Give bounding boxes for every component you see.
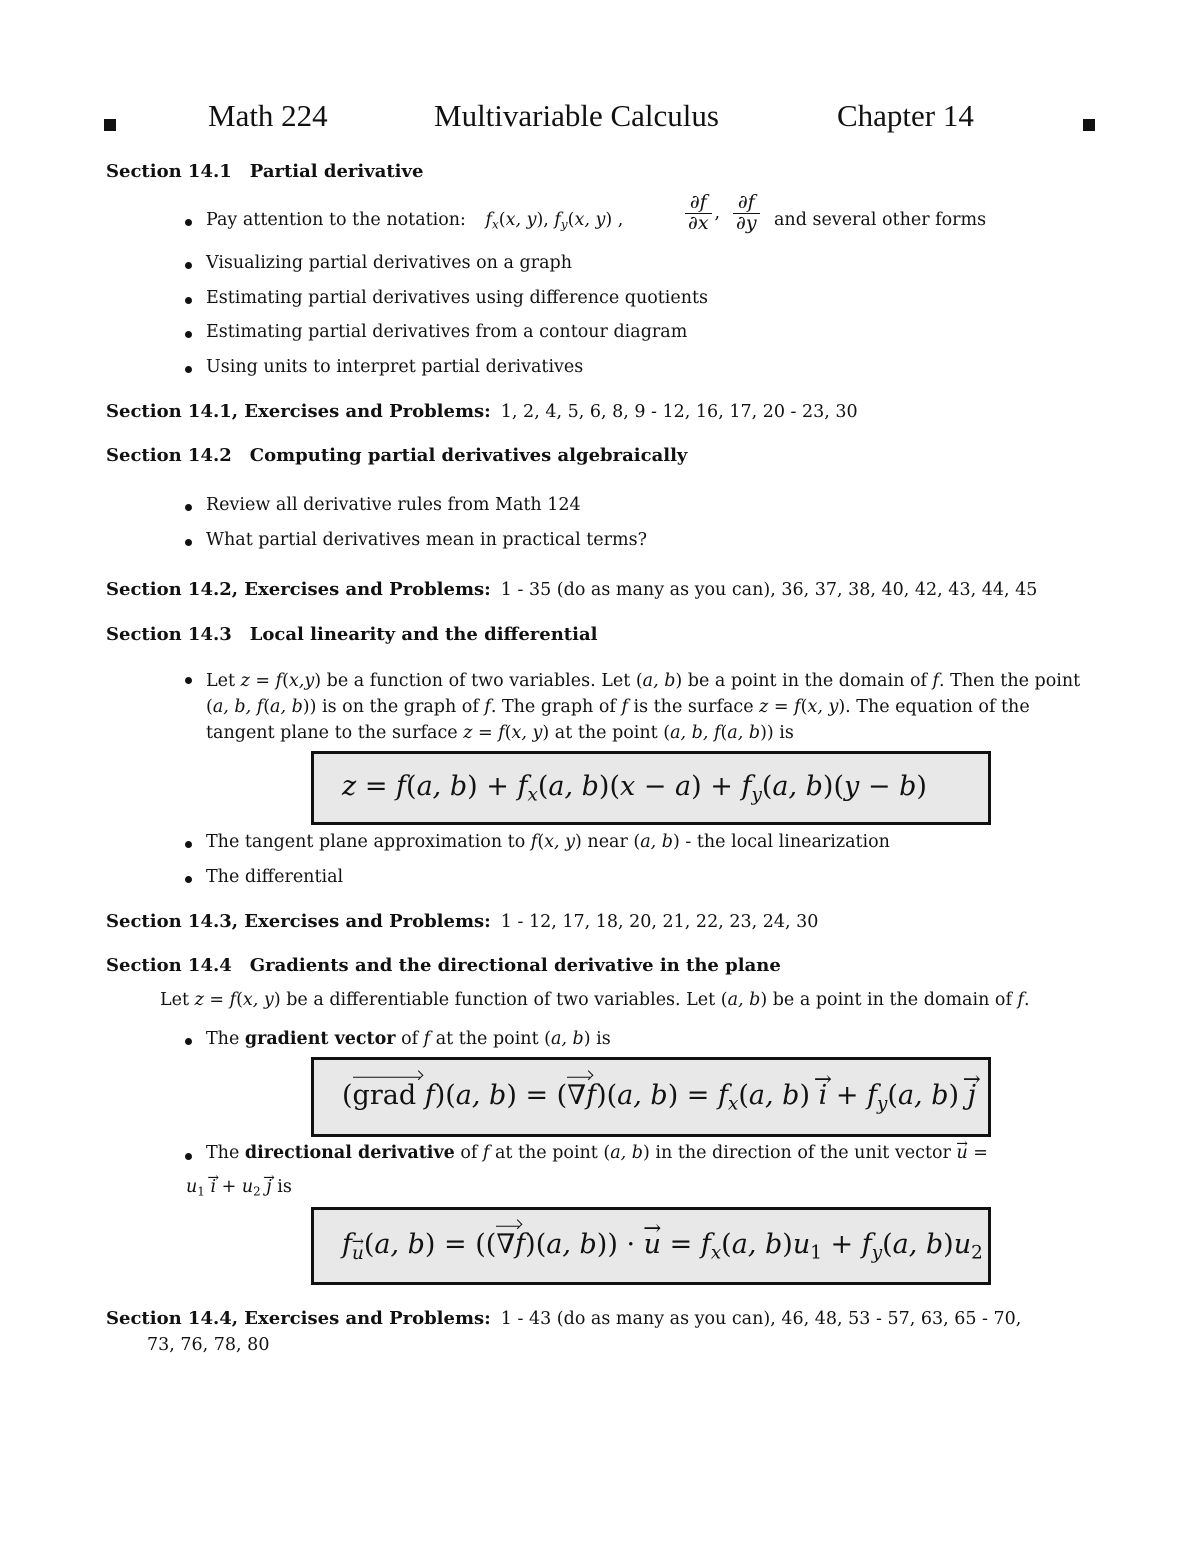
section-14-4-heading: [106, 955, 781, 976]
section-number: Section 14.1: [106, 161, 232, 182]
bullet-practical-terms: [186, 530, 647, 550]
paragraph-text: The directional derivative of f at the point (a, b) in the direction of the unit vector u → = $u_1$ i → + $u_2$ j → is: [206, 1136, 1094, 1209]
section-title: Local linearity and the differential: [249, 624, 598, 645]
chapter-label: Chapter 14: [837, 98, 974, 133]
exercises-14-3: [106, 911, 818, 932]
partial-fraction-y: $\frac{\partial f}{\partial y}$: [730, 193, 763, 234]
bullet-text: The tangent plane approximation to: [206, 832, 526, 852]
bullet-gradient-vector: The gradient vector of f at the point (a, b) is: [186, 1029, 611, 1049]
tangent-plane-equation-box: [311, 751, 991, 825]
bullet-difference-quotients: [186, 288, 708, 308]
bullet-review-rules: [186, 495, 581, 515]
bullet-visualizing: [186, 253, 572, 273]
exercises-14-4-continued: 73, 76, 78, 80: [147, 1335, 270, 1355]
section-14-3-heading: [106, 624, 597, 645]
bullet-text-end: - the local linearization: [685, 832, 890, 852]
exercises-label: Section 14.2, Exercises and Problems:: [106, 579, 491, 600]
exercises-label: Section 14.1, Exercises and Problems:: [106, 401, 491, 422]
bullet-tangent-plane-setup: [186, 668, 1094, 746]
section-number: Section 14.4: [106, 955, 232, 976]
bullet-text: Pay attention to the notation:: [206, 210, 466, 230]
section-title: Computing partial derivatives algebraically: [249, 445, 688, 466]
bullet-units: [186, 357, 583, 377]
exercises-list: 1 - 43 (do as many as you can), 46, 48, 53 - 57, 63, 65 - 70,: [500, 1309, 1022, 1329]
bullet-text-near: near: [587, 832, 628, 852]
exercises-list: 1 - 35 (do as many as you can), 36, 37, 38, 40, 42, 43, 44, 45: [500, 580, 1038, 600]
section-number: Section 14.3: [106, 624, 232, 645]
exercises-14-1: [106, 401, 858, 422]
tangent-plane-formula: z = f(a, $b) + f_x(a$, $b)(x - a) + f_y(a$, b)(y − b): [342, 770, 927, 806]
notation-suffix: and several other forms: [774, 210, 987, 230]
course-number: Math 224: [208, 98, 328, 133]
gradient-intro: Let z = f(x, y) be a differentiable function of two variables. Let (a, b) be a point in the domain of f.: [160, 990, 1030, 1010]
gradient-formula: (grad f)(a, b) = (∇f)(a, $b) = f_x(a$, b) i → + $f_y(a$, b) j →: [342, 1080, 976, 1115]
exercises-14-4: [106, 1308, 1021, 1329]
bullet-text: The differential: [206, 867, 344, 887]
course-title: Multivariable Calculus: [434, 98, 719, 133]
header-square-right: [1083, 119, 1095, 131]
bullet-tangent-approx: The tangent plane approximation to f(x, y) near (a, b) - the local linearization: [186, 832, 890, 852]
bullet-text: Visualizing partial derivatives on a graph: [206, 253, 572, 273]
section-number: Section 14.2: [106, 445, 232, 466]
page-header: [100, 98, 1100, 142]
exercises-list: 1, 2, 4, 5, 6, 8, 9 - 12, 16, 17, 20 - 23, 30: [500, 402, 858, 422]
directional-derivative-formula: $f_u \to(a$, b) = ((∇f)(a, b)) · u → = $f_x(a$, $b)u_1 + f_y(a$, $b)u_2$: [342, 1229, 983, 1264]
section-title: Gradients and the directional derivative in the plane: [249, 955, 781, 976]
bullet-differential: [186, 867, 343, 887]
partial-fraction-x: $\frac{\partial f}{\partial x}$ ,: [682, 193, 720, 234]
bullet-text: Using units to interpret partial derivatives: [206, 357, 584, 377]
bullet-text: Estimating partial derivatives using difference quotients: [206, 288, 709, 308]
exercises-14-2: [106, 579, 1037, 600]
exercises-label: Section 14.3, Exercises and Problems:: [106, 911, 491, 932]
paragraph-text: Let z = f(x,y) be a function of two variables. Let (a, b) be a point in the domain of f. Then the point (a, b, f(a, b)) is on the graph of f. The graph of f is the surface z = f(x, y). The equation of the tangent plane to the surface z = f(x, y) at the point (a, b, f(a, b)) is: [206, 671, 1081, 743]
bullet-directional-derivative: [186, 1144, 1094, 1209]
section-title: Partial derivative: [249, 161, 424, 182]
notation-formula: $f_x(x$, y), $f_y(x$, y) ,: [485, 210, 624, 232]
header-square-left: [104, 119, 116, 131]
exercises-label: Section 14.4, Exercises and Problems:: [106, 1308, 491, 1329]
exercises-list: 1 - 12, 17, 18, 20, 21, 22, 23, 24, 30: [500, 912, 819, 932]
bullet-text: Estimating partial derivatives from a contour diagram: [206, 322, 688, 342]
gradient-equation-box: [311, 1057, 991, 1137]
bullet-contour: [186, 322, 687, 342]
section-14-2-heading: [106, 445, 687, 466]
directional-derivative-box: [311, 1207, 991, 1285]
bullet-text: Review all derivative rules from Math 124: [206, 495, 581, 515]
bullet-notation: [186, 210, 623, 232]
section-14-1-heading: [106, 161, 423, 182]
bullet-text: What partial derivatives mean in practical terms?: [206, 530, 647, 550]
